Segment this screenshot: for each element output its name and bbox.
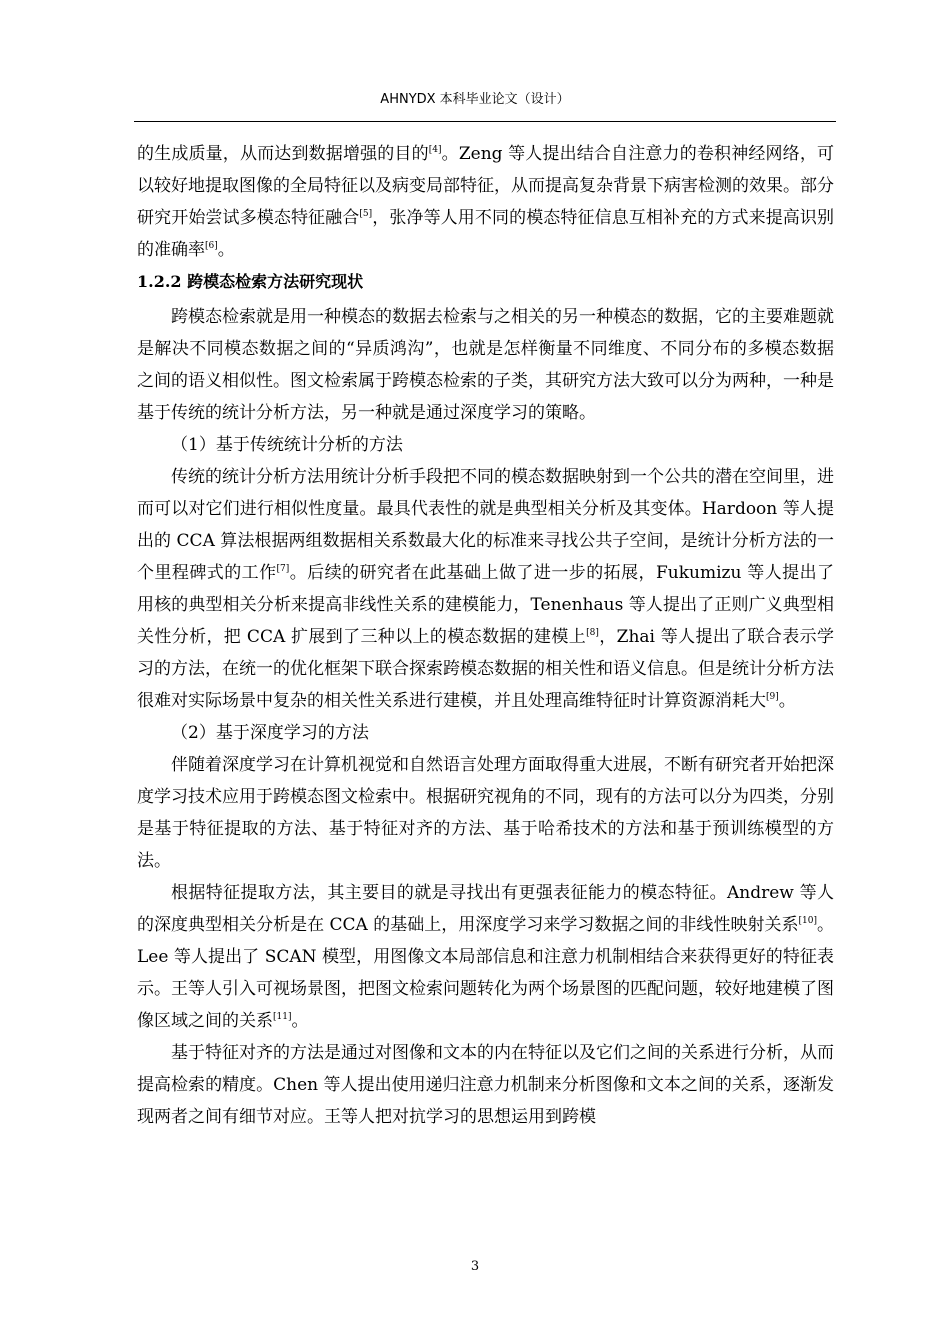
citation: [11]	[273, 1012, 292, 1022]
paragraph-feature-alignment: 基于特征对齐的方法是通过对图像和文本的内在特征以及它们之间的关系进行分析，从而提高检索的精度。Chen 等人提出使用递归注意力机制来分析图像和文本之间的关系，逐渐发现两者之间有细节对应。王等人把对抗学习的思想运用到跨模	[137, 1043, 834, 1127]
citation: [6]	[205, 241, 218, 251]
paragraph-statistical: 传统的统计分析方法用统计分析手段把不同的模态数据映射到一个公共的潜在空间里，进而可以对它们进行相似性度量。最具代表性的就是典型相关分析及其变体。Hardoon 等人提出的 CCA 算法根据两组数据相关系数最大化的标准来寻找公共子空间，是统计分析方法的一个里程碑式的工作[7]。后续的研究者在此基础上做了进一步的拓展，Fukumizu 等人提出了用核的典型相关分析来提高非线性关系的建模能力，Tenenhaus 等人提出了正则广义典型相关性分析，把 CCA 扩展到了三种以上的模态数据的建模上[8]，Zhai 等人提出了联合表示学习的方法，在统一的优化框架下联合探索跨模态数据的相关性和语义信息。但是统计分析方法很难对实际场景中复杂的相关性关系进行建模，并且处理高维特征时计算资源消耗大[9]。	[137, 467, 835, 711]
section-heading: 1.2.2 跨模态检索方法研究现状	[137, 272, 364, 291]
citation: [4]	[428, 145, 442, 155]
page-body	[137, 138, 834, 1133]
citation: [10]	[798, 916, 817, 926]
paragraph-intro: 跨模态检索就是用一种模态的数据去检索与之相关的另一种模态的数据，它的主要难题就是解决不同模态数据之间的“异质鸿沟”，也就是怎样衡量不同维度、不同分布的多模态数据之间的语义相似性。图文检索属于跨模态检索的子类，其研究方法大致可以分为两种，一种是基于传统的统计分析方法，另一种就是通过深度学习的策略。	[137, 307, 834, 423]
header-rule	[134, 121, 836, 122]
paragraph-deep-learning: 伴随着深度学习在计算机视觉和自然语言处理方面取得重大进展，不断有研究者开始把深度学习技术应用于跨模态图文检索中。根据研究视角的不同，现有的方法可以分为四类，分别是基于特征提取的方法、基于特征对齐的方法、基于哈希技术的方法和基于预训练模型的方法。	[137, 755, 834, 871]
subheading-statistical: （1）基于传统统计分析的方法	[171, 435, 403, 455]
citation: [9]	[766, 692, 779, 702]
citation: [7]	[276, 564, 290, 574]
paragraph-feature-extraction: 根据特征提取方法，其主要目的就是寻找出有更强表征能力的模态特征。Andrew 等人的深度典型相关分析是在 CCA 的基础上，用深度学习来学习数据之间的非线性映射关系[10]。Lee 等人提出了 SCAN 模型，用图像文本局部信息和注意力机制相结合来获得更好的特征表示。王等人引入可视场景图，把图文检索问题转化为两个场景图的匹配问题，较好地建模了图像区域之间的关系[11]。	[137, 883, 834, 1031]
running-header: AHNYDX 本科毕业论文（设计）	[380, 92, 570, 107]
citation: [8]	[586, 628, 599, 638]
citation: [5]	[359, 209, 373, 219]
paragraph-continued: 的生成质量，从而达到数据增强的目的[4]。Zeng 等人提出结合自注意力的卷积神经网络，可以较好地提取图像的全局特征以及病变局部特征，从而提高复杂背景下病害检测的效果。部分研究开始尝试多模态特征融合[5]，张净等人用不同的模态特征信息互相补充的方式来提高识别的准确率[6]。	[137, 144, 835, 260]
subheading-deep-learning: （2）基于深度学习的方法	[171, 723, 369, 743]
page-number: 3	[470, 1259, 480, 1274]
